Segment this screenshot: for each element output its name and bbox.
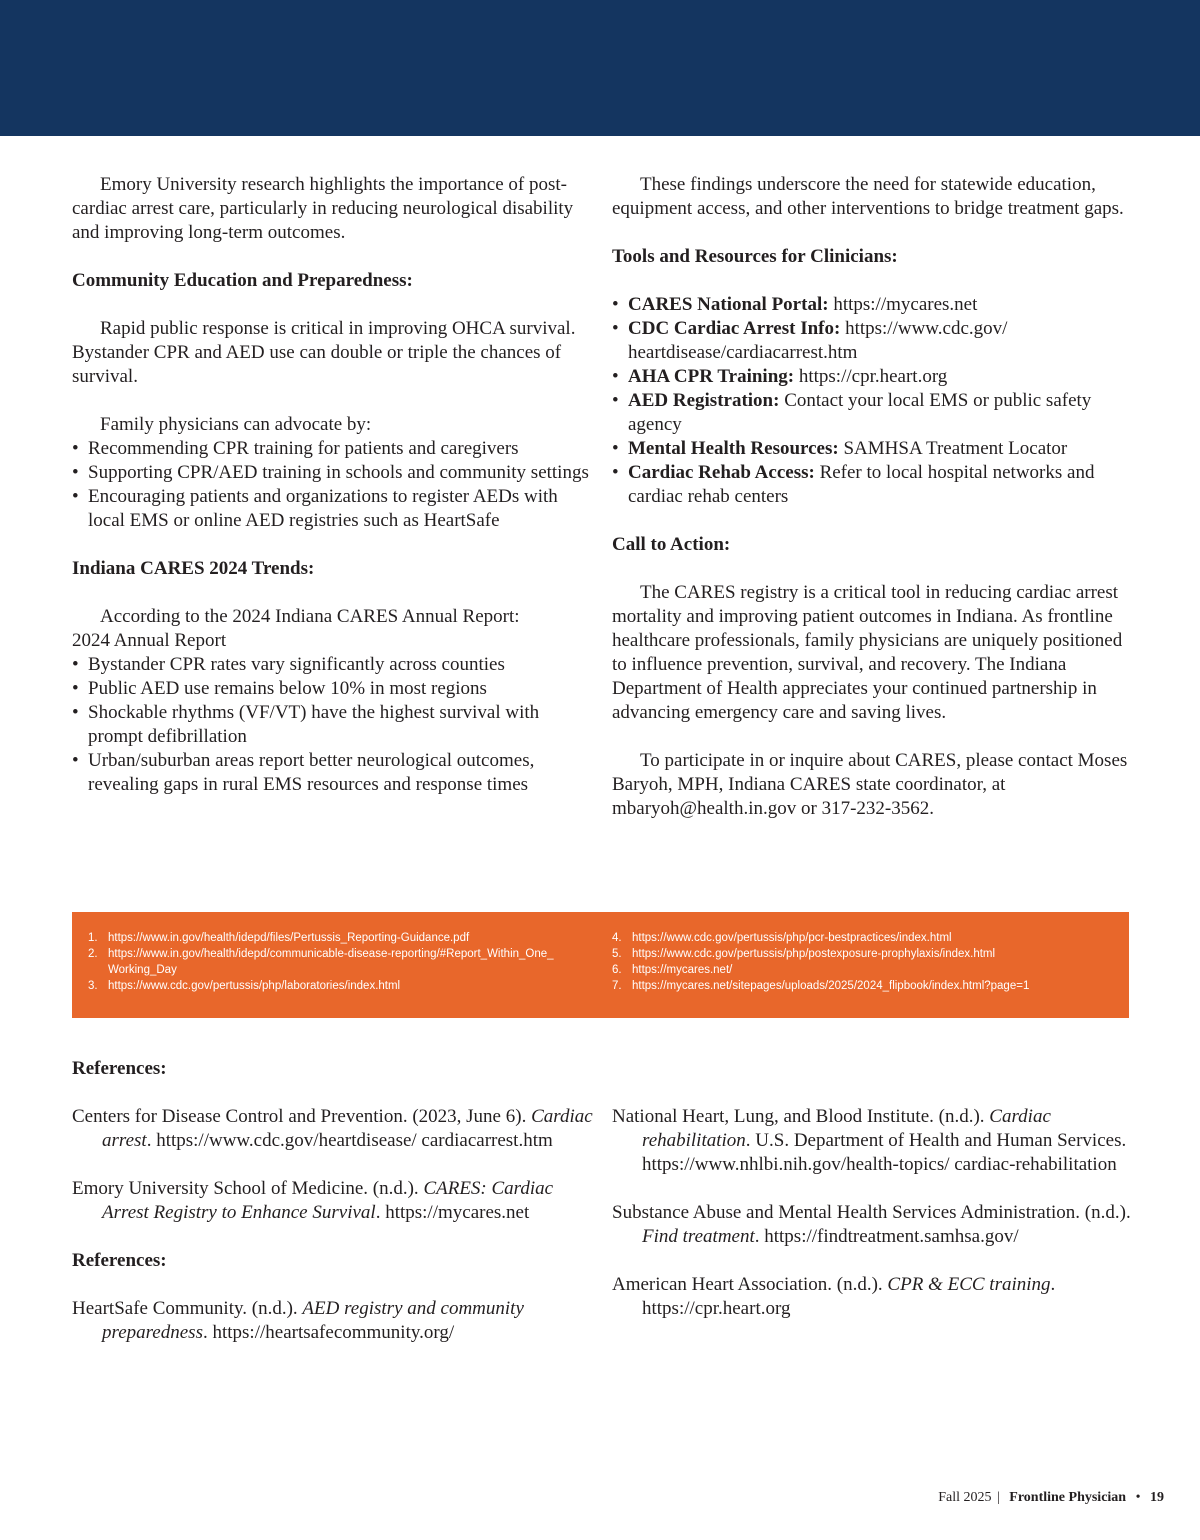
references-heading-2: References:	[72, 1250, 167, 1271]
trends-intro: According to the 2024 Indiana CARES Annual Report:	[100, 606, 520, 627]
footer-separator: |	[996, 1490, 1000, 1505]
footnote-item	[88, 930, 578, 946]
reference-item: American Heart Association. (n.d.). CPR & ECC training. https://cpr.heart.org	[612, 1274, 1056, 1319]
tools-list	[612, 293, 1134, 509]
list-item: • Urban/suburban areas report better neurological outcomes, revealing gaps in rural EMS resources and response times	[72, 749, 592, 797]
left-column	[72, 173, 592, 797]
page-number: 19	[1150, 1490, 1164, 1505]
publication-name: Frontline Physician	[1009, 1490, 1127, 1505]
trends-intro-2: 2024 Annual Report	[72, 630, 227, 651]
footnote-item	[612, 978, 1122, 994]
right-column	[612, 173, 1134, 821]
reference-item: HeartSafe Community. (n.d.). AED registry and community preparedness. https://heartsafecommunity.org/	[72, 1298, 524, 1343]
reference-item: Centers for Disease Control and Prevention. (2023, June 6). Cardiac arrest. https://www.cdc.gov/heartdisease/ cardiacarrest.htm	[72, 1106, 593, 1151]
tool-label: CARES National Portal:	[628, 294, 829, 315]
footnote-link[interactable]: https://www.in.gov/health/idepd/communicable-disease-reporting/#Report_Within_One_ Working_Day	[108, 948, 554, 976]
findings-paragraph: These findings underscore the need for statewide education, equipment access, and other interventions to bridge treatment gaps.	[612, 174, 1124, 219]
footnote-link[interactable]: https://www.cdc.gov/pertussis/php/postexposure-prophylaxis/index.html	[632, 948, 996, 960]
footnotes-left	[88, 930, 578, 994]
footnote-link[interactable]: https://mycares.net/	[632, 964, 733, 976]
footnote-number: 3.	[88, 980, 98, 992]
advocate-intro: Family physicians can advocate by:	[100, 414, 372, 435]
community-heading: Community Education and Preparedness:	[72, 270, 413, 291]
footnote-link[interactable]: https://mycares.net/sitepages/uploads/2025/2024_flipbook/index.html?page=1	[632, 980, 1030, 992]
footnote-item	[612, 962, 1122, 978]
tool-text: https://cpr.heart.org	[794, 366, 948, 387]
footnote-link[interactable]: https://www.in.gov/health/idepd/files/Pertussis_Reporting-Guidance.pdf	[108, 932, 470, 944]
contact-paragraph: To participate in or inquire about CARES, please contact Moses Baryoh, MPH, Indiana CARES state coordinator, at mbaryoh@health.in.gov or 317-232-3562.	[612, 750, 1128, 819]
footnote-link[interactable]: https://www.cdc.gov/pertussis/php/pcr-bestpractices/index.html	[632, 932, 952, 944]
tool-text: SAMHSA Treatment Locator	[838, 438, 1068, 459]
tool-label: Mental Health Resources:	[628, 438, 839, 459]
footnotes-right	[612, 930, 1122, 994]
footnote-item	[612, 946, 1122, 962]
list-item: • Encouraging patients and organizations to register AEDs with local EMS or online AED registries such as HeartSafe	[72, 485, 592, 533]
list-item	[612, 317, 1134, 365]
tool-text: https://www.cdc.gov/ heartdisease/cardiacarrest.htm	[628, 318, 1008, 363]
references-heading: References:	[72, 1058, 167, 1079]
footnote-item	[88, 978, 578, 994]
footnote-number: 1.	[88, 932, 98, 944]
intro-paragraph: Emory University research highlights the importance of post-cardiac arrest care, particularly in reducing neurological disability and improving long-term outcomes.	[72, 174, 574, 243]
reference-item: Emory University School of Medicine. (n.d.). CARES: Cardiac Arrest Registry to Enhance Survival. https://mycares.net	[72, 1178, 554, 1223]
list-item: • Bystander CPR rates vary significantly across counties	[72, 653, 592, 677]
footnote-item	[612, 930, 1122, 946]
footnote-number: 7.	[612, 980, 622, 992]
list-item	[612, 365, 1134, 389]
footnote-item	[88, 946, 578, 978]
list-item: • Recommending CPR training for patients and caregivers	[72, 437, 592, 461]
footnote-number: 2.	[88, 948, 98, 960]
footnotes-box	[72, 912, 1129, 1018]
tool-text: https://mycares.net	[828, 294, 978, 315]
tool-label: Cardiac Rehab Access:	[628, 462, 815, 483]
tools-heading: Tools and Resources for Clinicians:	[612, 246, 898, 267]
page-footer	[938, 1490, 1164, 1506]
trends-list	[72, 653, 592, 797]
reference-item: National Heart, Lung, and Blood Institute. (n.d.). Cardiac rehabilitation. U.S. Department of Health and Human Services. https://www.nhlbi.nih.gov/health-topics/ cardiac-rehabilitation	[612, 1106, 1127, 1175]
tool-label: AHA CPR Training:	[628, 366, 795, 387]
list-item: • Shockable rhythms (VF/VT) have the highest survival with prompt defibrillation	[72, 701, 592, 749]
list-item: • Supporting CPR/AED training in schools and community settings	[72, 461, 592, 485]
tool-label: CDC Cardiac Arrest Info:	[628, 318, 841, 339]
trends-heading: Indiana CARES 2024 Trends:	[72, 558, 315, 579]
header-band	[0, 0, 1200, 136]
list-item: • Public AED use remains below 10% in most regions	[72, 677, 592, 701]
tool-label: AED Registration:	[628, 390, 780, 411]
advocate-list	[72, 437, 592, 533]
cta-paragraph: The CARES registry is a critical tool in reducing cardiac arrest mortality and improving patient outcomes in Indiana. As frontline healthcare professionals, family physicians are uniquely positioned to influence prevention, survival, and recovery. The Indiana Department of Health appreciates your continued partnership in advancing emergency care and saving lives.	[612, 582, 1123, 723]
tool-text: Contact your local EMS or public safety agency	[628, 390, 1092, 435]
reference-item: Substance Abuse and Mental Health Services Administration. (n.d.). Find treatment. https://findtreatment.samhsa.gov/	[612, 1202, 1131, 1247]
list-item	[612, 437, 1134, 461]
list-item	[612, 389, 1134, 437]
references-left	[72, 1057, 602, 1345]
list-item	[612, 461, 1134, 509]
footnote-number: 4.	[612, 932, 622, 944]
references-right	[612, 1105, 1132, 1321]
footnote-number: 5.	[612, 948, 622, 960]
issue-label: Fall 2025	[938, 1490, 992, 1505]
footnote-number: 6.	[612, 964, 622, 976]
footer-bullet: •	[1135, 1490, 1141, 1505]
cta-heading: Call to Action:	[612, 534, 731, 555]
community-paragraph: Rapid public response is critical in improving OHCA survival. Bystander CPR and AED use can double or triple the chances of survival.	[72, 318, 576, 387]
footnote-link[interactable]: https://www.cdc.gov/pertussis/php/laboratories/index.html	[108, 980, 401, 992]
list-item	[612, 293, 1134, 317]
tool-text: Refer to local hospital networks and cardiac rehab centers	[628, 462, 1095, 507]
